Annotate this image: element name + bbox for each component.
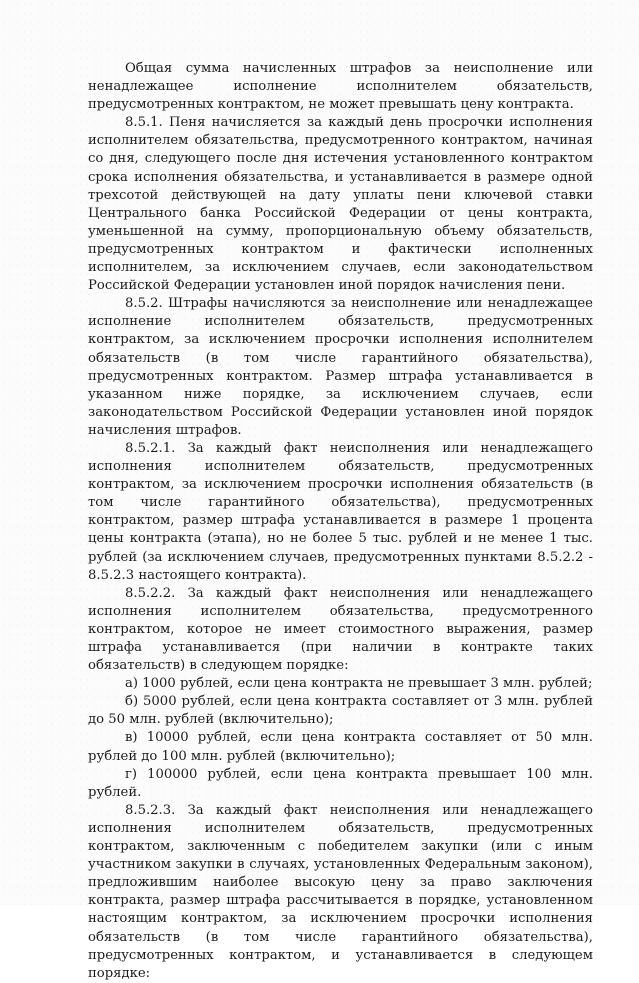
list-item-g: г) 100000 рублей, если цена контракта превышает 100 млн. рублей. — [88, 766, 593, 800]
list-item-v: в) 10000 рублей, если цена контракта составляет от 50 млн. рублей до 100 млн. рублей (включительно); — [88, 730, 593, 764]
paragraph-8-5-2-2: 8.5.2.2. За каждый факт неисполнения или ненадлежащего исполнения исполнителем обязательства, предусмотренного контрактом, которое не имеет стоимостного выражения, размер штрафа устанавливается (при наличии в контракте таких обязательств) в следующем порядке: — [88, 585, 593, 674]
paragraph-8-5-2-1: 8.5.2.1. За каждый факт неисполнения или ненадлежащего исполнения исполнителем обязательств, предусмотренных контрактом, за исключением просрочки исполнения обязательств (в том числе гарантийного обязательства), предусмотренных контрактом, размер штрафа устанавливается в размере 1 процента цены контракта (этапа), но не более 5 тыс. рублей и не менее 1 тыс. рублей (за исключением случаев, предусмотренных пунктами 8.5.2.2 - 8.5.2.3 настоящего контракта). — [88, 440, 593, 583]
paragraph-total-fines: Общая сумма начисленных штрафов за неисполнение или ненадлежащее исполнение исполнителем обязательств, предусмотренных контрактом, не может превышать цену контракта. — [88, 61, 593, 113]
list-item-a: а) 1000 рублей, если цена контракта не превышает 3 млн. рублей; — [125, 676, 593, 692]
paragraph-8-5-1: 8.5.1. Пеня начисляется за каждый день просрочки исполнения исполнителем обязательства, предусмотренного контрактом, начиная со дня, следующего после дня истечения установленного контрактом срока исполнения обязательства, и устанавливается в размере одной трехсотой действующей на дату уплаты пени ключевой ставки Центрального банка Российской Федерации от цены контракта, уменьшенной на сумму, пропорциональную объему обязательств, предусмотренных контрактом и фактически исполненных исполнителем, за исключением случаев, если законодательством Российской Федерации установлен иной порядок начисления пени. — [88, 115, 593, 294]
paragraph-8-5-2: 8.5.2. Штрафы начисляются за неисполнение или ненадлежащее исполнение исполнителем обязательств, предусмотренных контрактом, за исключением просрочки исполнения исполнителем обязательств (в том числе гарантийного обязательства), предусмотренных контрактом. Размер штрафа устанавливается в указанном ниже порядке, за исключением случаев, если законодательством Российской Федерации установлен иной порядок начисления штрафов. — [88, 296, 593, 438]
list-item-b: б) 5000 рублей, если цена контракта составляет от 3 млн. рублей до 50 млн. рублей (включительно); — [88, 694, 593, 728]
document-body — [88, 60, 593, 983]
paragraph-8-5-2-3: 8.5.2.3. За каждый факт неисполнения или ненадлежащего исполнения исполнителем обязательств, предусмотренных контрактом, заключенным с победителем закупки (или с иным участником закупки в случаях, установленных Федеральным законом), предложившим наиболее высокую цену за право заключения контракта, размер штрафа рассчитывается в порядке, установленном настоящим контрактом, за исключением просрочки исполнения обязательств (в том числе гарантийного обязательства), предусмотренных контрактом, и устанавливается в следующем порядке: — [88, 802, 593, 981]
